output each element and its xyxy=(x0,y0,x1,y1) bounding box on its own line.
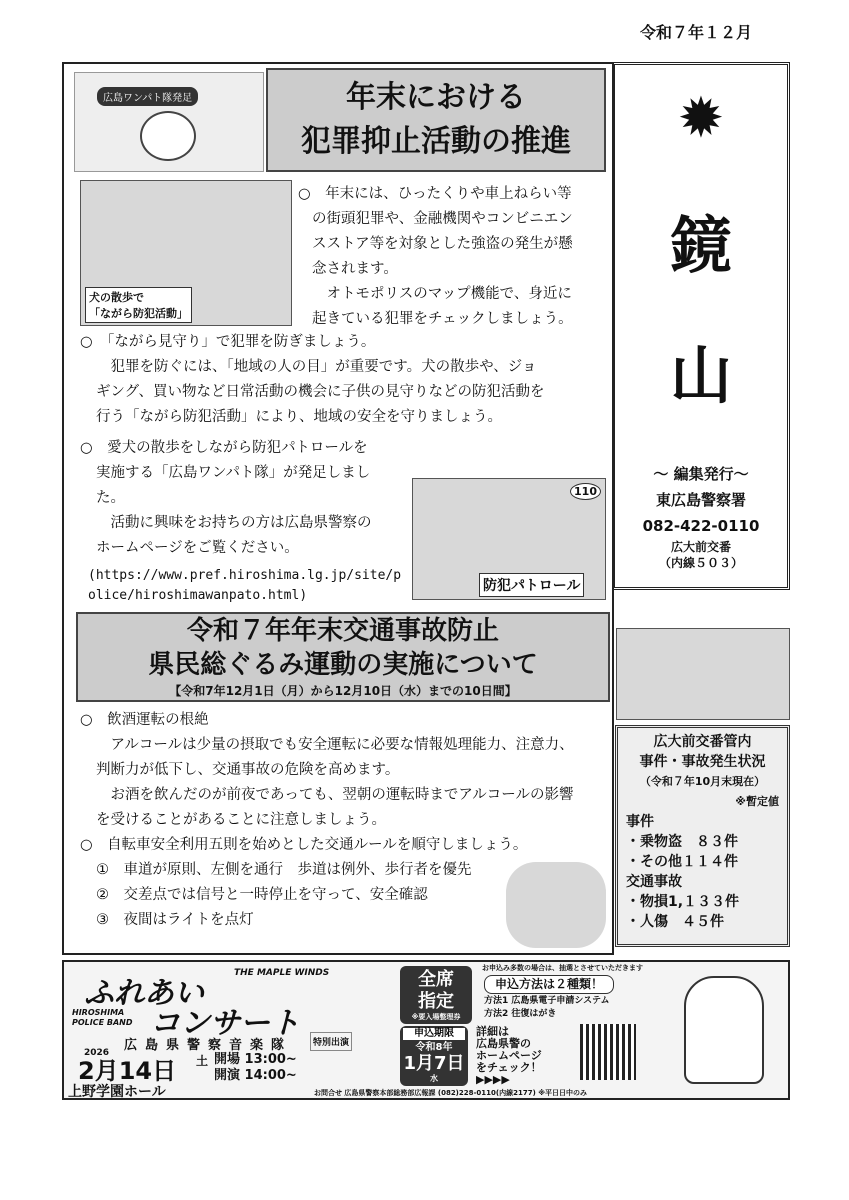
stat-item: ・人傷 ４５件 xyxy=(626,914,724,930)
patrol-caption: 防犯パトロール xyxy=(479,573,584,597)
dog-face-icon xyxy=(140,111,196,161)
guest-label: 特別出演 xyxy=(310,1032,352,1051)
concert-title: ふれあい xyxy=(84,976,204,1011)
apply-note: お申込み多数の場合は、抽選とさせていただきます xyxy=(482,964,643,972)
article1-para2: ○ 「ながら見守り」で犯罪を防ぎましょう。 犯罪を防ぐには、「地域の人の目」が重要です。犬の散歩や、ジョ ギング、買い物など日常活動の機会に子供の見守りなどの防犯活動を 行う「ながら防犯活動」により、地域の安全を守りましょう。 xyxy=(80,334,545,425)
stats-title: 広大前交番管内 xyxy=(653,734,752,750)
details-text: 詳細は 広島県警の ホームページ をチェック！ ▶▶▶▶ xyxy=(476,1025,542,1086)
deadline-year: 令和8年 xyxy=(415,1042,453,1053)
masthead-title: 山 xyxy=(669,339,732,412)
open-time: 開場 13:00~ xyxy=(214,1052,297,1067)
arrows-icon: ▶▶▶▶ xyxy=(476,1073,510,1086)
traffic-heading: 交通事故 xyxy=(626,874,682,890)
seat-type: 全席 xyxy=(418,969,454,990)
stat-item: ・その他１１４件 xyxy=(626,854,738,870)
article1-title xyxy=(266,68,606,172)
apply-method-1: 方法1 広島県電子申請システム xyxy=(484,996,610,1006)
publisher-label: ～ 編集発行～ xyxy=(653,465,749,483)
concert-date: 2月14日 xyxy=(78,1057,177,1085)
patrol-illustration xyxy=(412,478,606,600)
deadline-label: 申込期限 xyxy=(403,1028,465,1040)
article2-body: ○ 飲酒運転の根絶 アルコールは少量の摂取でも安全運転に必要な情報処理能力、注意力、 判断力が低下し、交通事故の危険を高めます。 お酒を飲んだのが前夜であっても、翌朝の運転時までアルコールの影響 を受けることがあることに注意しましょう。 ○ 自転車安全利用五則を始めとした交通ルールを順守しましょう。 ① 車道が原則、左側を通行 歩道は例外、歩行者を優先 ② 交差点では信号と一時停止を守って、安全確認 ③ 夜間はライトを点灯 xyxy=(80,712,574,928)
police-mascot-illustration xyxy=(506,862,606,948)
start-time: 開演 14:00~ xyxy=(214,1068,297,1083)
article1-para1: ○ 年末には、ひったくりや車上ねらい等 の街頭犯罪や、金融機関やコンビニエン スストア等を対象とした強盗の発生が懸 念されます。 オトモポリスのマップ機能で、身近に 起きている犯罪をチェックしましょう。 xyxy=(298,186,573,327)
title-line: 年末における xyxy=(346,80,526,115)
venue: 上野学園ホール xyxy=(68,1084,166,1100)
wanpato-logo xyxy=(74,72,264,172)
band-en: THE MAPLE WINDS xyxy=(234,968,330,978)
dog-walk-photo xyxy=(80,180,292,326)
police-station: 東広島警察署 xyxy=(655,491,746,509)
wanpato-url-link[interactable]: (https://www.pref.hiroshima.lg.jp/site/p olice/hiroshimawanpato.html) xyxy=(88,568,402,603)
police-emblem-icon: ✹ xyxy=(677,86,725,151)
band-en2: HIROSHIMA POLICE BAND xyxy=(72,1008,133,1027)
concert-year: 2026 xyxy=(84,1048,110,1058)
title-line: 県民総ぐるみ運動の実施について xyxy=(148,650,538,680)
stat-item: ・乗物盗 ８３件 xyxy=(626,834,738,850)
koban-name: 広大前交番 xyxy=(670,540,731,554)
article2-title xyxy=(76,612,610,702)
stats-title: 事件・事故発生状況 xyxy=(639,754,766,770)
title-line: 令和７年年末交通事故防止 xyxy=(186,616,499,646)
qr-code[interactable] xyxy=(580,1024,636,1080)
band-name: 広島県警察音楽隊 xyxy=(124,1038,293,1053)
seat-type: 指定 xyxy=(418,991,454,1012)
apply-method-2: 方法2 往復はがき xyxy=(484,1009,557,1019)
apply-methods: 申込方法は２種類！ xyxy=(484,975,614,994)
deadline-dow: 水 xyxy=(430,1074,438,1083)
crosswalk-illustration xyxy=(616,628,790,720)
mascot-megaphone-icon xyxy=(684,976,764,1084)
title-line: 犯罪抑止活動の推進 xyxy=(301,124,571,159)
concert-dow: 土 xyxy=(196,1054,209,1068)
concert-banner xyxy=(62,960,790,1100)
stats-date: （令和７年10月末現在） xyxy=(639,775,766,788)
stat-item: ・物損1,１３３件 xyxy=(626,894,740,910)
issue-date: 令和７年１２月 xyxy=(640,23,753,42)
article1-para3: ○ 愛犬の散歩をしながら防犯パトロールを 実施する「広島ワンパト隊」が発足しまし た。 活動に興味をお持ちの方は広島県警察の ホームページをご覧ください。 xyxy=(80,440,372,556)
contact-info: お問合せ 広島県警察本部総務部広報課 (082)228-0110(内線2177) ※平日日中のみ xyxy=(314,1089,588,1097)
phone-number: 082-422-0110 xyxy=(642,517,760,535)
110-badge: 110 xyxy=(570,483,601,500)
wanpato-badge: 広島ワンパト隊発足 xyxy=(97,87,198,106)
photo-caption: 犬の散歩で 「ながら防犯活動」 xyxy=(85,287,192,323)
stats-box xyxy=(615,725,790,947)
stats-note: ※暫定値 xyxy=(735,795,779,808)
deadline-date: 1月7日 xyxy=(403,1053,465,1074)
masthead-title: 鏡 xyxy=(669,209,732,282)
campaign-period: 【令和7年12月1日（月）から12月10日（水）までの10日間】 xyxy=(169,684,517,698)
masthead xyxy=(612,62,790,590)
concert-title: コンサート xyxy=(150,1006,300,1041)
seat-note: ※要入場整理券 xyxy=(411,1013,461,1021)
crime-heading: 事件 xyxy=(626,814,654,830)
extension: （内線５０３） xyxy=(658,556,743,570)
